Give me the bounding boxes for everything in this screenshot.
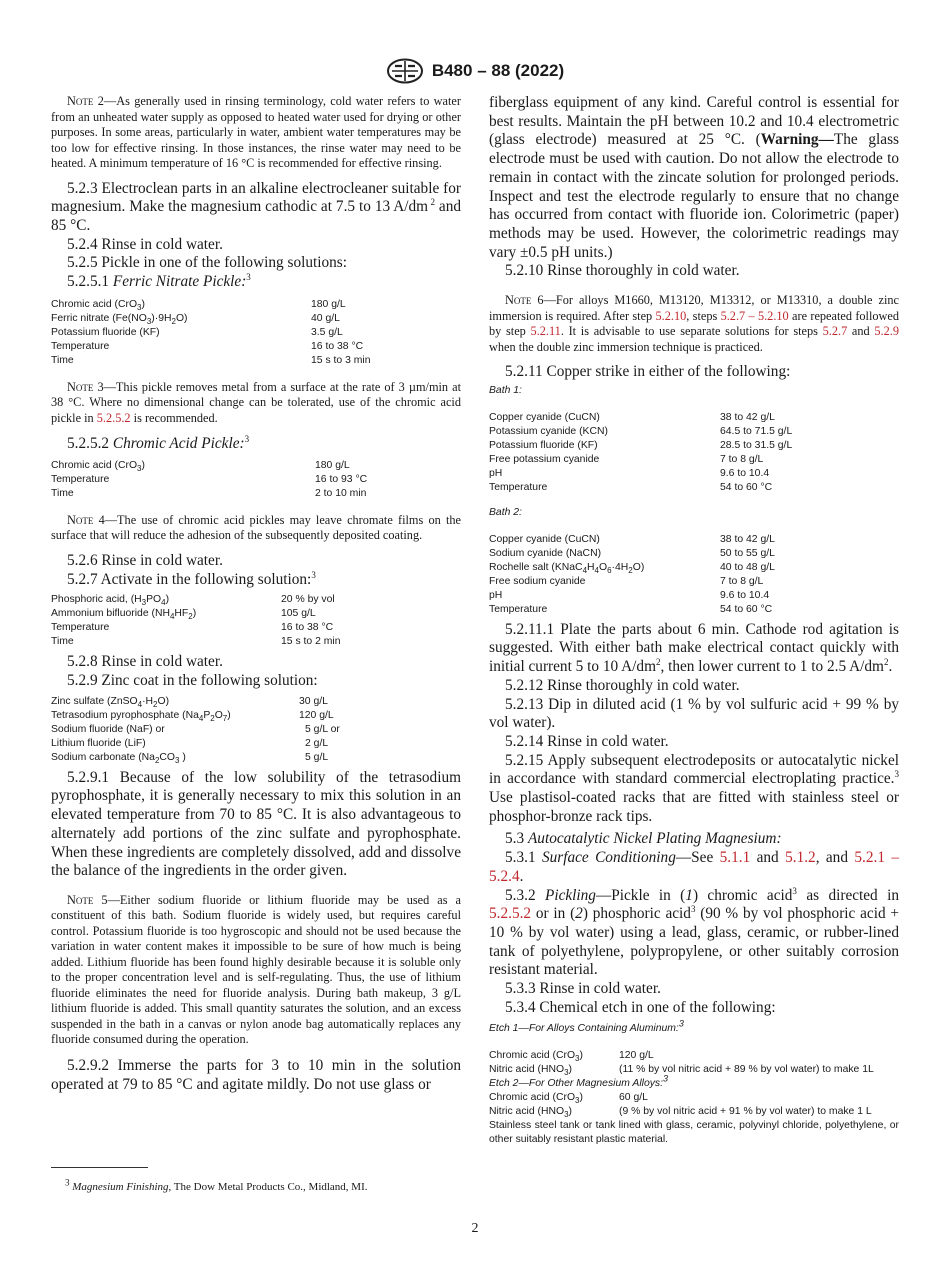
zinc-coat-table [51,695,461,765]
table-row: Temperature 16 to 93 °C [51,473,368,485]
table-row: Copper cyanide (CuCN) 38 to 42 g/L [489,411,775,423]
link-5-2-7-5-2-10[interactable]: 5.2.7 – 5.2.10 [720,308,789,323]
table-row: Time 15 s to 2 min [51,636,341,648]
footnote-3: $^3$ Magnesium Finishing, The Dow Metal Products Co., Midland, MI. [65,1177,368,1193]
etch-1-caption: Etch 1—For Alloys Containing Aluminum:$^3$ [489,1018,684,1034]
table-row: Chromic acid (CrO$_3$) 180 g/L [51,459,350,473]
standard-designation: B480 – 88 (2022) [431,61,565,80]
section-5-2-13: 5.2.13 Dip in diluted acid (1 % by vol sulfuric acid + 99 % by vol water). [489,695,899,732]
note-3: Note 3—This pickle removes metal from a surface at the rate of 3 µm/min at 38 °C. Where no dimensional change can be tolerated, use of the chromic acid pickle in 5.2.5.2 is recommended. [51,379,461,425]
section-5-2-6: 5.2.6 Rinse in cold water. [67,551,223,569]
astm-logo-icon [386,58,424,84]
table-row: Chromic acid (CrO$_3$) 120 g/L [489,1049,654,1063]
table-row: Rochelle salt $(KNaC_4H_4O_6\cdot 4H_2O)$ 40 to 48 g/L [489,561,775,575]
link-5-1-1[interactable]: 5.1.1 [719,849,751,867]
right-column [489,94,899,1147]
note-5: Note 5—Either sodium fluoride or lithium fluoride may be used as a constituent of this bath. Sodium fluoride is widely used, but requires careful control. Potassium fluoride is too hygroscopic and should not be used because the variation in water content makes it impossible to be sure of how much is being added. Lithium fluoride has been found highly desirable because it is soluble only to the proper concentration level and is self-regulating. Thus, the use of lithium fluoride eliminates the need for fluoride analysis. During bath makeup, 3 g/L lithium fluoride is added. This small quantity saturates the solution, and an excess suspended in the bath in a canvas or nylon anode bag automatically replaces any fluoride consumed during the operation. [51,892,461,1047]
link-5-2-9[interactable]: 5.2.9 [874,324,899,339]
chromic-acid-table [51,459,461,501]
section-5-3-2: 5.3.2 Pickling—Pickle in (1) chromic acid$^3$ as directed in 5.2.5.2 or in (2) phosphoric acid$^3$ (90 % by vol phosphoric acid + 10 % by vol water) using a lead, glass, ceramic, or rubber-lined tank of polyethylene, polypropylene, or other suitably corrosion resistant material. [489,885,899,979]
section-5-3-1: 5.3.1 Surface Conditioning—See 5.1.1 and 5.1.2, and 5.2.1 – 5.2.4. [489,849,899,885]
page-header [0,58,950,84]
section-5-2-5: 5.2.5 Pickle in one of the following solutions: [67,254,347,272]
table-row: Ammonium bifluoride $(NH_4HF_2)$ 105 g/L [51,608,316,622]
section-5-3: 5.3 Autocatalytic Nickel Plating Magnesium: [505,830,782,848]
link-5-2-5-2[interactable]: 5.2.5.2 [96,410,131,425]
section-5-2-12: 5.2.12 Rinse thoroughly in cold water. [505,676,740,694]
bath-2-caption: Bath 2: [489,506,522,518]
table-row: Time 2 to 10 min [51,487,367,499]
table-row: Lithium fluoride (LiF) 2 g/L [51,737,329,749]
link-5-2-1-5-2-4[interactable]: 5.2.1 – 5.2.4 [489,849,899,885]
section-5-2-14: 5.2.14 Rinse in cold water. [505,732,669,750]
etch-tank-note: Stainless steel tank or tank lined with glass, ceramic, polyvinyl chloride, polyethylene, or other suitably resistant plastic material. [489,1119,899,1145]
section-5-2-15: 5.2.15 Apply subsequent electrodeposits or autocatalytic nickel in accordance with standard commercial electroplating practice.$^3$ Use plastisol-coated racks that are fitted with stainless steel or phosphor-bronze rack tips. [489,751,899,825]
section-5-2-8: 5.2.8 Rinse in cold water. [67,653,223,671]
link-5-2-11[interactable]: 5.2.11 [530,324,561,339]
note-4: Note 4—The use of chromic acid pickles may leave chromate films on the surface that will reduce the adhesion of the subsequently deposited coating. [51,512,461,543]
table-row: Phosphoric acid, $(H_3PO_4)$ 20 % by vol [51,594,335,608]
bath-1-caption: Bath 1: [489,384,522,396]
bath-1-table [489,411,899,495]
note-6: Note 6—For alloys M1660, M13120, M13312, or M13310, a double zinc immersion is required. After step 5.2.10, steps 5.2.7 – 5.2.10 are repeated followed by step 5.2.11. It is advisable to use separate solutions for steps 5.2.7 and 5.2.9 when the double zinc immersion technique is practiced. [489,293,900,354]
etch-table [489,1049,899,1119]
table-row: Time 15 s to 3 min [51,354,371,366]
section-5-2-11: 5.2.11 Copper strike in either of the following: [505,363,791,381]
table-row: Chromic acid (CrO$_3$) 180 g/L [51,298,346,312]
table-row: pH 9.6 to 10.4 [489,467,770,479]
footnote-divider [51,1167,148,1168]
table-row: Nitric acid $(HNO_3)$ (11 % by vol nitric acid + 89 % by vol water) to make 1L [489,1063,874,1077]
section-5-2-11-1: 5.2.11.1 Plate the parts about 6 min. Cathode rod agitation is suggested. With either bath make electrical contact quickly with initial current 5 to 10 $A/dm^2$, then lower current to 1 to 2.5 $A/dm^2$. [489,620,899,676]
table-row: Temperature 54 to 60 °C [489,603,773,615]
table-row: Free potassium cyanide 7 to 8 g/L [489,453,764,465]
bath-2-table [489,533,899,617]
section-5-2-5-2: 5.2.5.2 Chromic Acid Pickle:$^3$ [67,434,250,453]
table-row: Temperature 54 to 60 °C [489,481,773,493]
page-number: 2 [471,1221,479,1236]
table-row: Sodium fluoride (NaF) or 5 g/L or [51,723,340,735]
table-row: Chromic acid (CrO$_3$) 60 g/L [489,1091,648,1105]
table-row: Potassium fluoride (KF) 3.5 g/L [51,326,343,338]
section-5-2-9-2: 5.2.9.2 Immerse the parts for 3 to 10 min in the solution operated at 79 to 85 °C and agitate mildly. Do not use glass or [51,1056,461,1093]
left-column [51,94,461,1094]
table-row: Temperature 16 to 38 °C [51,340,364,352]
section-5-2-5-1: 5.2.5.1 Ferric Nitrate Pickle:$^3$ [67,271,251,291]
link-5-2-10[interactable]: 5.2.10 [655,308,687,323]
table-row: Potassium fluoride (KF) 28.5 to 31.5 g/L [489,439,793,451]
table-row: Etch 2—For Other Magnesium Alloys:$^3$ [489,1073,669,1089]
table-row: pH 9.6 to 10.4 [489,589,770,601]
section-5-2-4: 5.2.4 Rinse in cold water. [67,235,223,253]
table-row: Tetrasodium pyrophosphate $(Na_4P_2O_7)$ 120 g/L [51,709,334,723]
activate-table [51,593,461,649]
ferric-nitrate-table [51,298,461,368]
section-5-2-3: 5.2.3 Electroclean parts in an alkaline electrocleaner suitable for magnesium. Make the magnesium cathodic at 7.5 to 13 A/dm $^2$ and 85 °C. [51,179,461,234]
section-5-2-7: 5.2.7 Activate in the following solution:$^3$ [67,569,316,588]
note-2: Note 2—As generally used in rinsing terminology, cold water refers to water from an unheated water supply as opposed to heated water used for drying or other purposes. In some areas, particularly in water, ambient water temperatures may be too low for effective rinsing. In those instances, the rinse water may need to be heated. A minimum temperature of 16 °C is recommended for effective rinsing. [51,94,461,170]
table-row: Temperature 16 to 38 °C [51,622,334,634]
link-5-2-5-2-b[interactable]: 5.2.5.2 [489,905,532,923]
section-5-2-9-1: 5.2.9.1 Because of the low solubility of the tetrasodium pyrophosphate, it is generally necessary to mix this solution in an elevated temperature from 70 to 85 °C. It is also advantageous to alternately add portions of the zinc sulfate and pyrophosphate. When these ingredients are completely dissolved, add and dissolve the balance of the ingredients in the order given. [51,768,461,880]
table-row: Sodium carbonate ($Na_2CO_3$ ) 5 g/L [51,751,329,765]
section-5-2-9-2-continued: fiberglass equipment of any kind. Careful control is essential for best results. Maintain the pH between 10.2 and 10.4 electrometric (glass electrode) measured at 25 °C. (Warning—The glass electrode must be used with caution. Do not allow the electrode to remain in contact with the zincate solution for prolonged periods. Inspect and test the electrode regularly to ensure that no change has occurred from contact with fluoride ion. Colorimetric (paper) methods may be used. However, the colorimetric readings may vary ±0.5 pH units.) [489,94,900,261]
section-5-3-3: 5.3.3 Rinse in cold water. [505,980,661,998]
link-5-1-2[interactable]: 5.1.2 [785,849,816,867]
table-row: Ferric nitrate $(Fe(NO_3)\cdot 9H_2O)$ 40 g/L [51,312,340,326]
table-row: Sodium cyanide (NaCN) 50 to 55 g/L [489,547,775,559]
section-5-3-4: 5.3.4 Chemical etch in one of the following: [505,998,776,1016]
section-5-2-10: 5.2.10 Rinse thoroughly in cold water. [505,262,740,280]
table-row: Zinc sulfate $(ZnSO_4\cdot H_2O)$ 30 g/L [51,695,328,709]
table-row: Potassium cyanide (KCN) 64.5 to 71.5 g/L [489,425,793,437]
table-row: Nitric acid $(HNO_3)$ (9 % by vol nitric acid + 91 % by vol water) to make 1 L [489,1105,872,1119]
table-row: Free sodium cyanide 7 to 8 g/L [489,575,764,587]
section-5-2-9: 5.2.9 Zinc coat in the following solution: [67,672,318,690]
table-row: Copper cyanide (CuCN) 38 to 42 g/L [489,533,775,545]
link-5-2-7[interactable]: 5.2.7 [822,324,848,339]
